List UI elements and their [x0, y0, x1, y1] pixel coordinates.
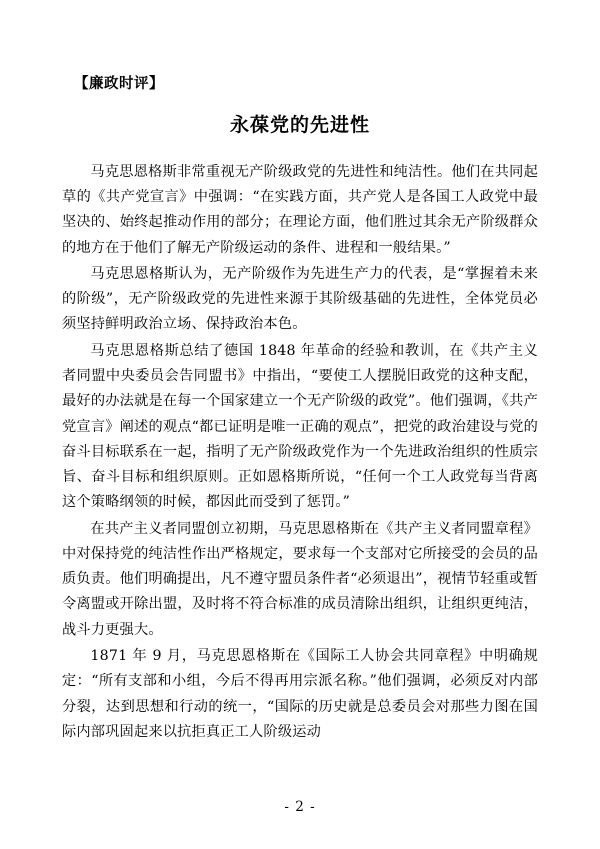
article-kicker: 【廉政时评】	[74, 75, 164, 92]
body-paragraph: 在共产主义者同盟创立初期，马克思恩格斯在《共产主义者同盟章程》中对保持党的纯洁性作出严格规定，要求每一个支部对它所接受的会员的品质负责。他们明确提出，凡不遵守盟员条件者“必须退出”，视情节轻重或暂令离盟或开除出盟，及时将不符合标准的成员清除出组织，让组织更纯洁，战斗力更强大。	[62, 520, 538, 638]
body-paragraph: 1871 年 9 月，马克思恩格斯在《国际工人协会共同章程》中明确规定：“所有支部和小组，今后不得再用宗派名称。”他们强调，必须反对内部分裂，达到思想和行动的统一，“国际的历史就是总委员会对那些力图在国际内部巩固起来以抗拒真正工人阶级运动	[62, 648, 538, 740]
article-body	[62, 160, 538, 745]
page-number: - 2 -	[284, 799, 316, 815]
page-title: 永葆党的先进性	[229, 114, 370, 137]
body-paragraph: 马克思恩格斯总结了德国 1848 年革命的经验和教训，在《共产主义者同盟中央委员会告同盟书》中指出，“要使工人摆脱旧政党的这种支配，最好的办法就是在每一个国家建立一个无产阶级的政党”。他们强调，《共产党宣言》阐述的观点“都已证明是唯一正确的观点”，把党的政治建设与党的奋斗目标联系在一起，指明了无产阶级政党作为一个先进政治组织的性质宗旨、奋斗目标和组织原则。正如恩格斯所说，“任何一个工人政党每当背离这个策略纲领的时候，都因此而受到了惩罚。”	[62, 342, 538, 511]
body-paragraph: 马克思恩格斯非常重视无产阶级政党的先进性和纯洁性。他们在共同起草的《共产党宣言》中强调：“在实践方面，共产党人是各国工人政党中最坚决的、始终起推动作用的部分；在理论方面，他们胜过其余无产阶级群众的地方在于他们了解无产阶级运动的条件、进程和一般结果。”	[62, 163, 538, 256]
body-paragraph: 马克思恩格斯认为，无产阶级作为先进生产力的代表，是“掌握着未来的阶级”，无产阶级政党的先进性来源于其阶级基础的先进性，全体党员必须坚持鲜明政治立场、保持政治本色。	[62, 265, 538, 333]
